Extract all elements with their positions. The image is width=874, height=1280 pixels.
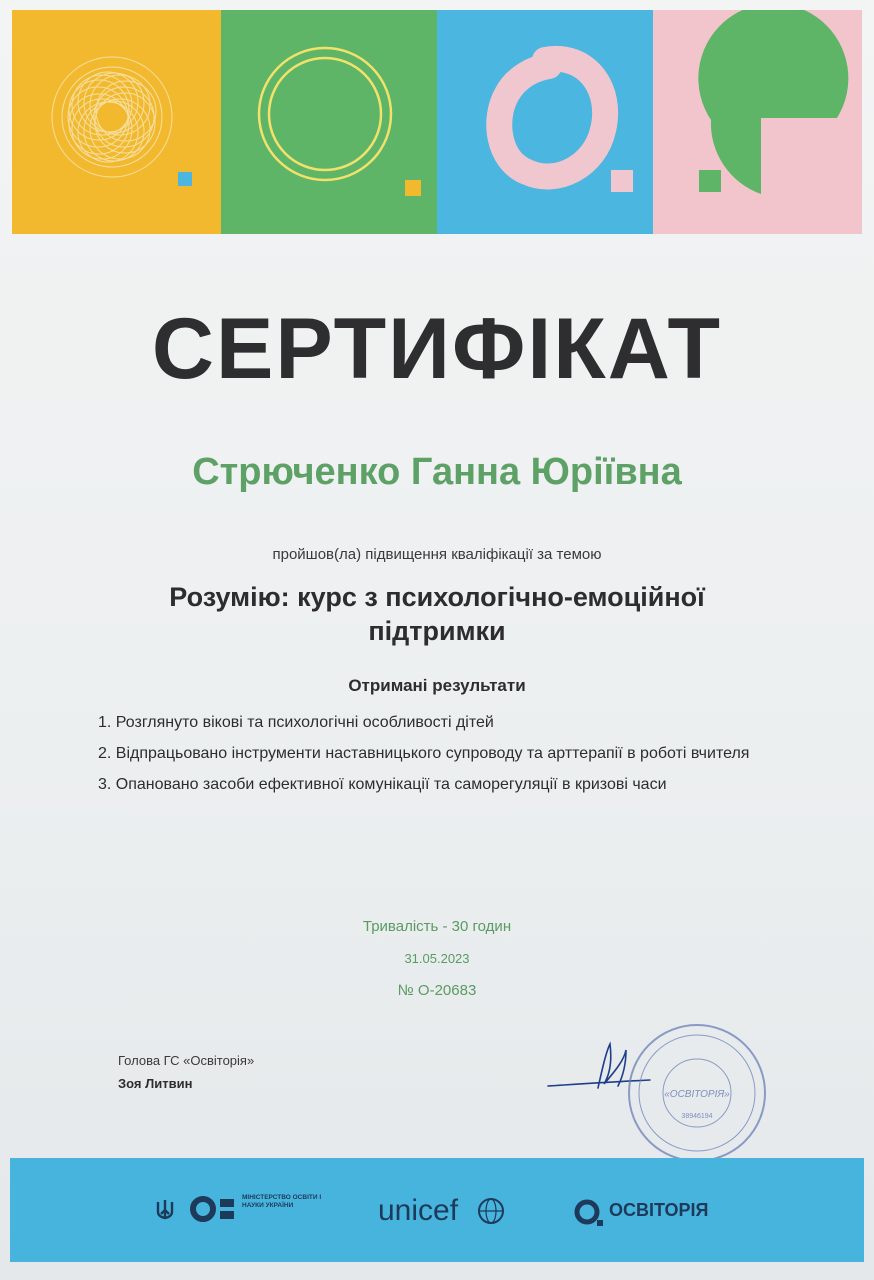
result-item: 1. Розглянуто вікові та психологічні особливості дітей bbox=[98, 714, 494, 731]
pie-quarter-icon bbox=[653, 10, 862, 234]
course-title-line-2: підтримки bbox=[368, 616, 506, 646]
ministry-name: МІНІСТЕРСТВО ОСВІТИ І НАУКИ УКРАЇНИ bbox=[242, 1194, 322, 1209]
course-duration: Тривалість - 30 годин bbox=[362, 918, 512, 935]
double-ring-icon bbox=[221, 10, 437, 234]
results-heading: Отримані результати bbox=[348, 676, 526, 695]
intro-text: пройшов(ла) підвищення кваліфікації за темою bbox=[272, 546, 602, 563]
certificate-title: СЕРТИФІКАТ bbox=[151, 301, 723, 397]
issue-date: 31.05.2023 bbox=[404, 951, 470, 966]
banner-tile-pink bbox=[653, 10, 862, 234]
certificate-number: № О-20683 bbox=[397, 982, 477, 999]
signer-role: Голова ГС «Освіторія» bbox=[118, 1053, 255, 1068]
banner-tile-green bbox=[221, 10, 437, 234]
footer-logos bbox=[10, 1158, 864, 1262]
course-title bbox=[0, 580, 874, 648]
banner-tile-blue bbox=[437, 10, 653, 234]
osvitoria-wordmark: ОСВІТОРІЯ bbox=[609, 1200, 709, 1220]
recipient-name: Стрюченко Ганна Юріївна bbox=[192, 451, 682, 493]
stamp-seal-icon bbox=[622, 1018, 772, 1168]
result-item: 3. Опановано засоби ефективної комунікації та саморегуляції в кризові часи bbox=[98, 776, 667, 793]
globe-icon bbox=[476, 1196, 506, 1226]
result-item: 2. Відпрацьовано інструменти наставницького супроводу та арттерапії в роботі вчителя bbox=[98, 745, 750, 762]
osvitoria-logo-icon bbox=[573, 1198, 605, 1230]
spirograph-ring-icon bbox=[12, 10, 221, 234]
stamp-text: «ОСВІТОРІЯ» bbox=[664, 1089, 730, 1100]
ministry-logo-icon bbox=[190, 1194, 236, 1224]
brush-ring-icon bbox=[437, 10, 653, 234]
unicef-wordmark: unicef bbox=[378, 1194, 459, 1227]
course-title-line-1: Розумію: курс з психологічно-емоційної bbox=[169, 582, 705, 612]
results-list bbox=[98, 707, 778, 800]
header-banner bbox=[12, 10, 862, 234]
signer-name: Зоя Литвин bbox=[118, 1076, 193, 1091]
trident-icon bbox=[155, 1198, 175, 1222]
stamp-code: 38946194 bbox=[681, 1113, 713, 1120]
banner-tile-yellow bbox=[12, 10, 221, 234]
